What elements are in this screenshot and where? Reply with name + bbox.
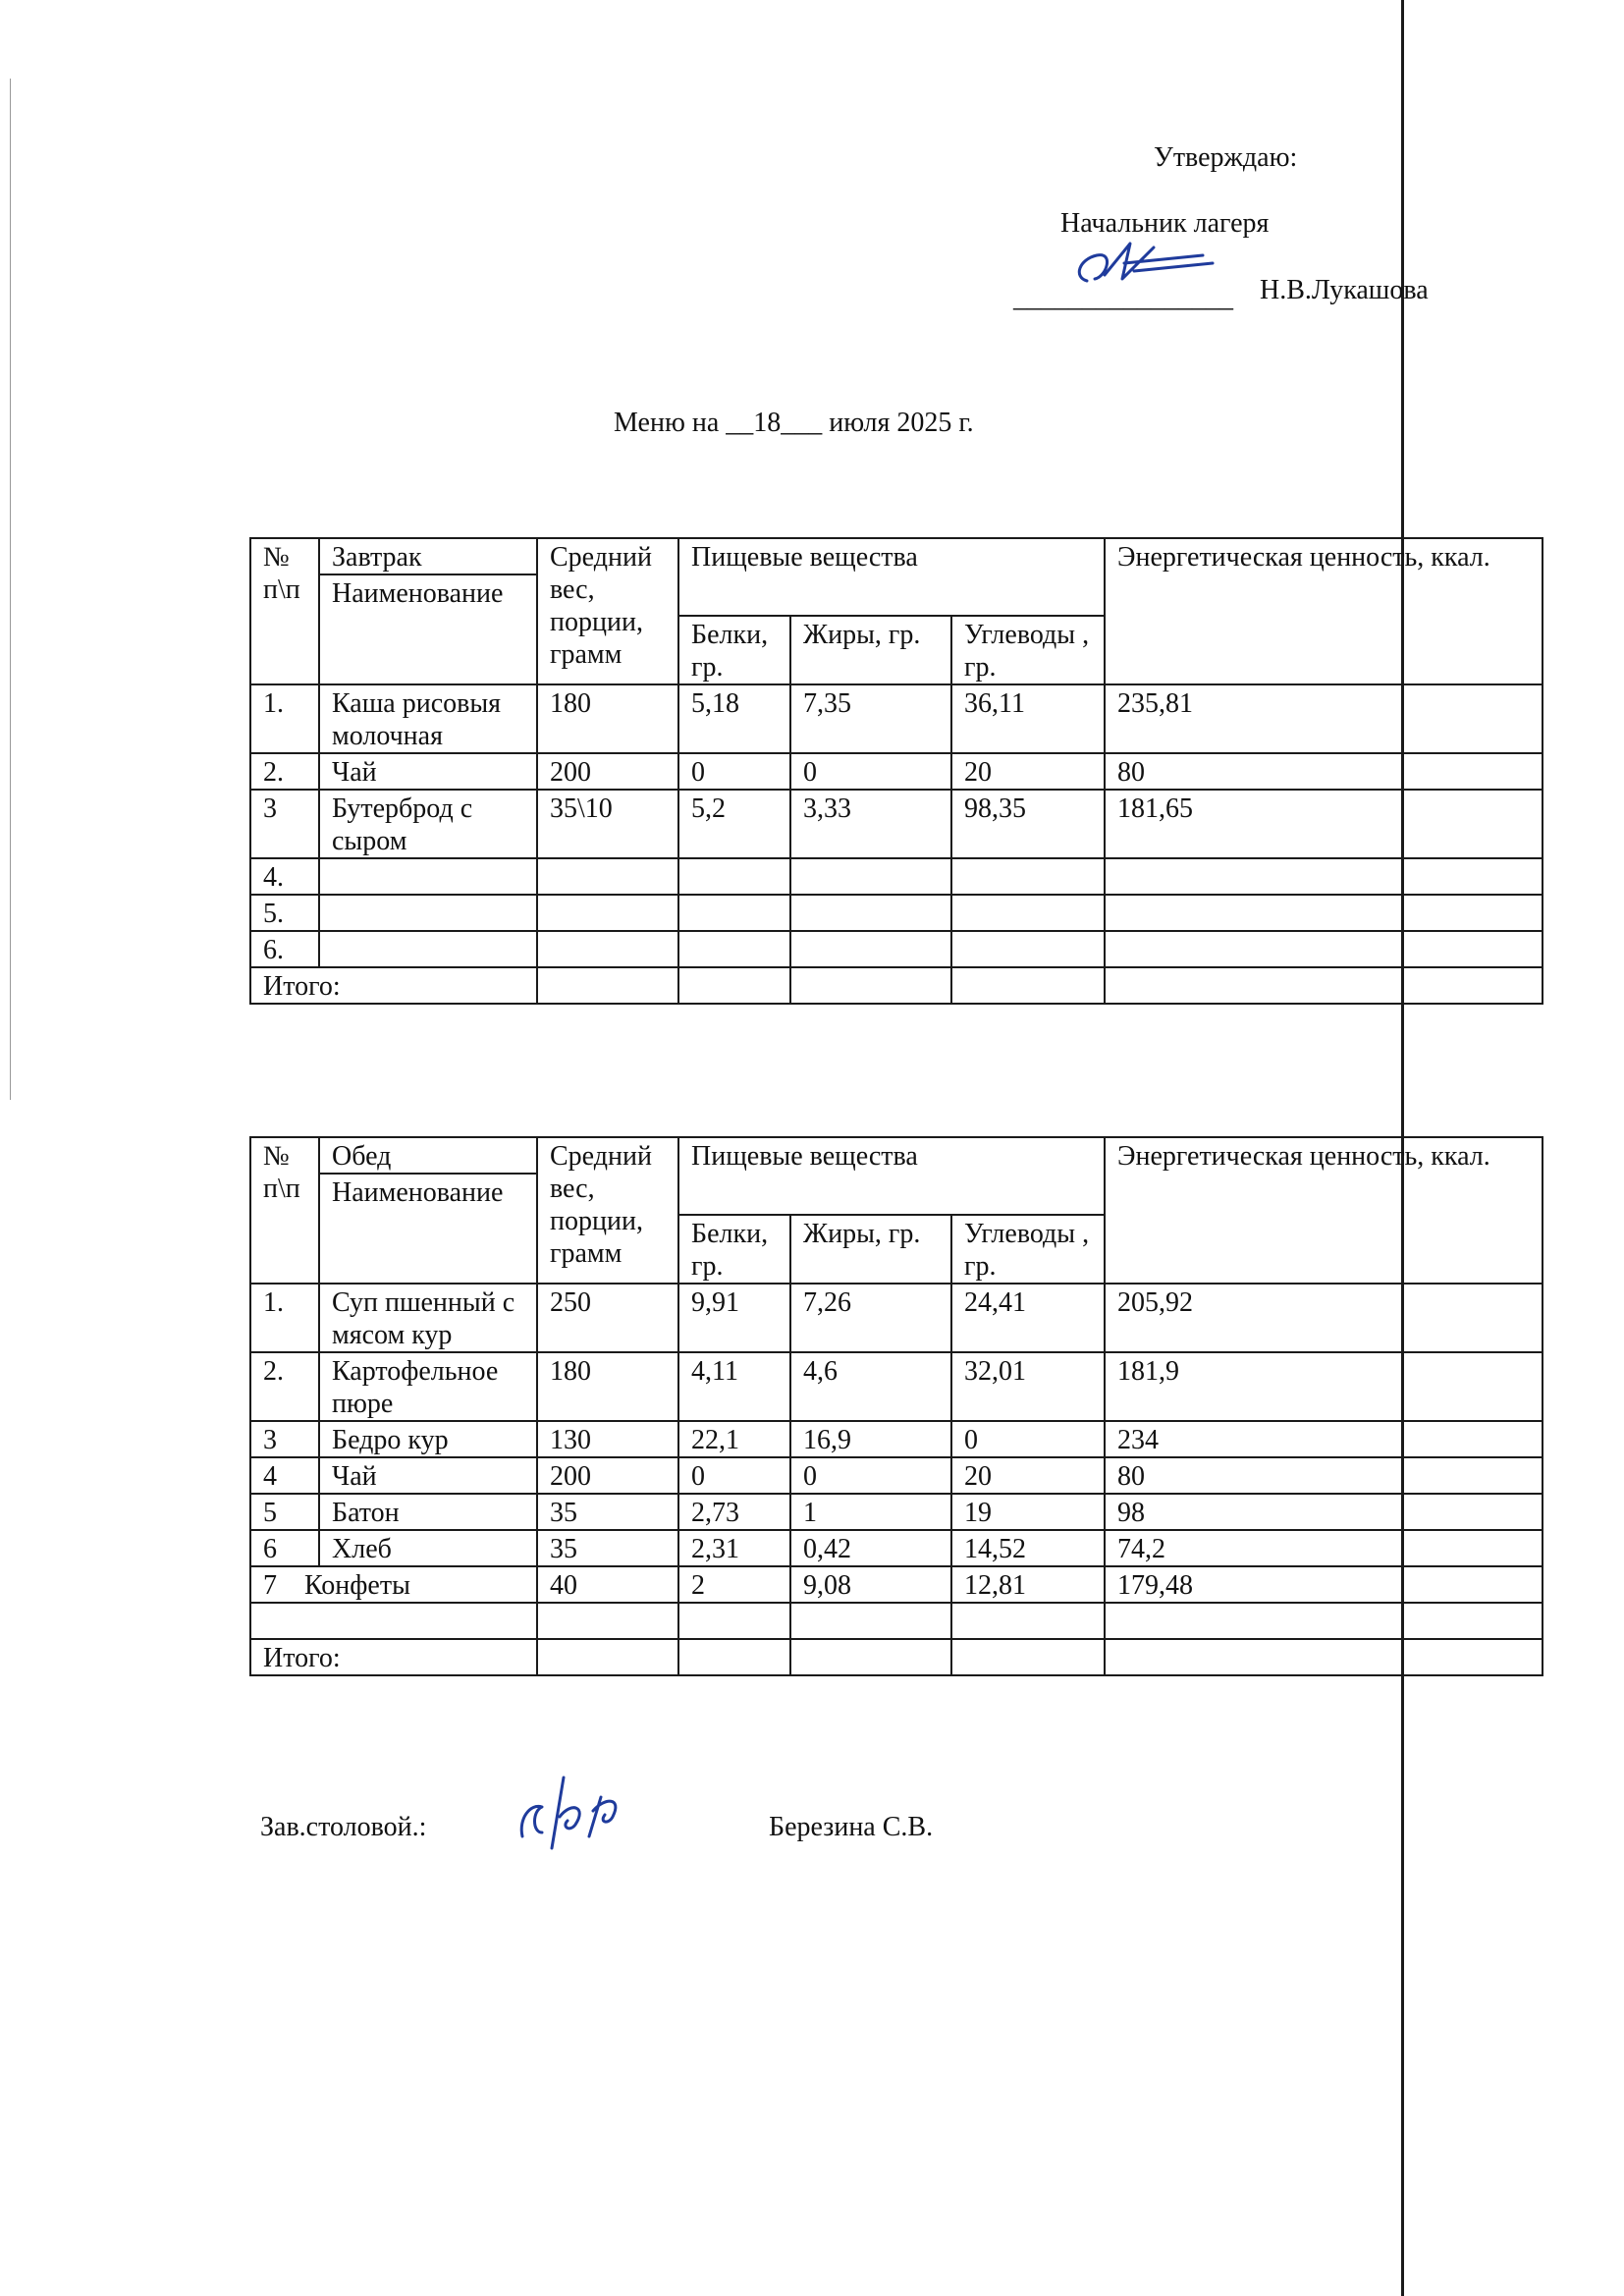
- breakfast-row-num: 2.: [250, 753, 319, 790]
- header-fat: Жиры, гр.: [790, 1215, 951, 1284]
- table-cell: [250, 1603, 537, 1639]
- lunch-row-carbs: 20: [951, 1457, 1105, 1494]
- lunch-row-kcal: 205,92: [1105, 1284, 1543, 1352]
- breakfast-row-protein: 5,18: [678, 684, 790, 753]
- breakfast-row-kcal: 80: [1105, 753, 1543, 790]
- table-row: [250, 1457, 1543, 1494]
- table-cell: [678, 967, 790, 1004]
- breakfast-row-weight: 35\10: [537, 790, 678, 858]
- breakfast-row-weight: 200: [537, 753, 678, 790]
- breakfast-row-num: 3: [250, 790, 319, 858]
- lunch-row-fat: 7,26: [790, 1284, 951, 1352]
- breakfast-row-kcal: [1105, 858, 1543, 895]
- breakfast-row-num: 1.: [250, 684, 319, 753]
- lunch-row-fat: 0: [790, 1457, 951, 1494]
- lunch-row-protein: 4,11: [678, 1352, 790, 1421]
- breakfast-row-kcal: 181,65: [1105, 790, 1543, 858]
- table-cell: [951, 1603, 1105, 1639]
- lunch-row-fat: 16,9: [790, 1421, 951, 1457]
- lunch-row-7-weight: 40: [537, 1566, 678, 1603]
- lunch-row-protein: 2,31: [678, 1530, 790, 1566]
- breakfast-row-name: [319, 931, 537, 967]
- lunch-row-protein: 2,73: [678, 1494, 790, 1530]
- table-row: [250, 1284, 1543, 1352]
- lunch-row-kcal: 74,2: [1105, 1530, 1543, 1566]
- table-cell: [537, 1603, 678, 1639]
- lunch-row-7-fat: 9,08: [790, 1566, 951, 1603]
- lunch-row-carbs: 19: [951, 1494, 1105, 1530]
- header-weight: Средний вес, порции, грамм: [537, 1137, 678, 1284]
- header-meal-breakfast: Завтрак: [319, 538, 537, 574]
- header-protein: Белки, гр.: [678, 616, 790, 684]
- header-num: № п\п: [250, 1137, 319, 1284]
- header-carbs: Углеводы , гр.: [951, 616, 1105, 684]
- lunch-row-name: Хлеб: [319, 1530, 537, 1566]
- table-cell: [678, 1639, 790, 1675]
- approval-signature-line: ________________: [1013, 283, 1233, 313]
- lunch-row-protein: 0: [678, 1457, 790, 1494]
- header-protein: Белки, гр.: [678, 1215, 790, 1284]
- footer-canteen-label: Зав.столовой.:: [260, 1812, 427, 1842]
- lunch-row-name: Картофельное пюре: [319, 1352, 537, 1421]
- approval-position: Начальник лагеря: [1060, 208, 1270, 239]
- header-name: Наименование: [319, 1174, 537, 1284]
- breakfast-row-weight: [537, 858, 678, 895]
- breakfast-row-protein: 5,2: [678, 790, 790, 858]
- lunch-row-kcal: 181,9: [1105, 1352, 1543, 1421]
- lunch-row-kcal: 234: [1105, 1421, 1543, 1457]
- lunch-row-carbs: 0: [951, 1421, 1105, 1457]
- breakfast-row-protein: [678, 931, 790, 967]
- breakfast-row-weight: [537, 895, 678, 931]
- breakfast-row-carbs: [951, 895, 1105, 931]
- lunch-row-weight: 130: [537, 1421, 678, 1457]
- header-meal-lunch: Обед: [319, 1137, 537, 1174]
- breakfast-row-fat: [790, 931, 951, 967]
- breakfast-row-carbs: 20: [951, 753, 1105, 790]
- table-row: [250, 1421, 1543, 1457]
- breakfast-row-kcal: [1105, 931, 1543, 967]
- table-row: [250, 1352, 1543, 1421]
- breakfast-row-kcal: 235,81: [1105, 684, 1543, 753]
- breakfast-row-fat: 0: [790, 753, 951, 790]
- breakfast-row-protein: [678, 895, 790, 931]
- breakfast-row-name: [319, 895, 537, 931]
- lunch-row-num: 4: [250, 1457, 319, 1494]
- lunch-row-weight: 250: [537, 1284, 678, 1352]
- header-nutrients: Пищевые вещества: [678, 538, 1105, 616]
- lunch-row-weight: 180: [537, 1352, 678, 1421]
- lunch-row-protein: 9,91: [678, 1284, 790, 1352]
- breakfast-row-carbs: [951, 931, 1105, 967]
- lunch-row-name: Бедро кур: [319, 1421, 537, 1457]
- table-cell: [537, 1639, 678, 1675]
- header-weight: Средний вес, порции, грамм: [537, 538, 678, 684]
- lunch-row-num: 6: [250, 1530, 319, 1566]
- breakfast-row-protein: 0: [678, 753, 790, 790]
- lunch-row-7-label: 7 Конфеты: [250, 1566, 537, 1603]
- breakfast-row-carbs: [951, 858, 1105, 895]
- breakfast-total-label: Итого:: [250, 967, 537, 1004]
- breakfast-row-protein: [678, 858, 790, 895]
- breakfast-row-num: 5.: [250, 895, 319, 931]
- lunch-row-carbs: 14,52: [951, 1530, 1105, 1566]
- header-nutrients: Пищевые вещества: [678, 1137, 1105, 1215]
- table-row: [250, 790, 1543, 858]
- lunch-row-fat: 4,6: [790, 1352, 951, 1421]
- header-fat: Жиры, гр.: [790, 616, 951, 684]
- header-energy: Энергетическая ценность, ккал.: [1105, 538, 1543, 684]
- lunch-total-label: Итого:: [250, 1639, 537, 1675]
- header-carbs: Углеводы , гр.: [951, 1215, 1105, 1284]
- table-row: [250, 753, 1543, 790]
- breakfast-row-weight: 180: [537, 684, 678, 753]
- breakfast-row-num: 4.: [250, 858, 319, 895]
- table-row: [250, 684, 1543, 753]
- table-cell: [951, 967, 1105, 1004]
- table-row: [250, 1494, 1543, 1530]
- approval-title: Утверждаю:: [1154, 142, 1298, 173]
- lunch-row-name: Суп пшенный с мясом кур: [319, 1284, 537, 1352]
- lunch-row-fat: 1: [790, 1494, 951, 1530]
- approval-name: Н.В.Лукашова: [1260, 275, 1429, 305]
- breakfast-row-carbs: 98,35: [951, 790, 1105, 858]
- lunch-row-weight: 200: [537, 1457, 678, 1494]
- footer-canteen-name: Березина С.В.: [769, 1812, 934, 1842]
- table-cell: [678, 1603, 790, 1639]
- table-cell: [537, 967, 678, 1004]
- breakfast-row-fat: [790, 858, 951, 895]
- lunch-row-num: 1.: [250, 1284, 319, 1352]
- canteen-signature: [503, 1768, 660, 1856]
- breakfast-row-kcal: [1105, 895, 1543, 931]
- breakfast-row-fat: 7,35: [790, 684, 951, 753]
- table-cell: [951, 1639, 1105, 1675]
- lunch-row-kcal: 80: [1105, 1457, 1543, 1494]
- breakfast-table: [249, 537, 1543, 1005]
- breakfast-row-num: 6.: [250, 931, 319, 967]
- table-row: [250, 895, 1543, 931]
- breakfast-row-name: Каша рисовыя молочная: [319, 684, 537, 753]
- menu-title: Меню на __18___ июля 2025 г.: [614, 408, 974, 438]
- lunch-row-7-carbs: 12,81: [951, 1566, 1105, 1603]
- table-cell: [790, 1639, 951, 1675]
- approval-signature: [1065, 234, 1222, 302]
- breakfast-row-name: [319, 858, 537, 895]
- lunch-row-name: Батон: [319, 1494, 537, 1530]
- header-num: № п\п: [250, 538, 319, 684]
- breakfast-row-name: Чай: [319, 753, 537, 790]
- breakfast-row-fat: 3,33: [790, 790, 951, 858]
- lunch-table: [249, 1136, 1543, 1676]
- lunch-row-carbs: 32,01: [951, 1352, 1105, 1421]
- header-name: Наименование: [319, 574, 537, 684]
- lunch-row-protein: 22,1: [678, 1421, 790, 1457]
- breakfast-row-name: Бутерброд с сыром: [319, 790, 537, 858]
- lunch-row-kcal: 98: [1105, 1494, 1543, 1530]
- lunch-row-weight: 35: [537, 1530, 678, 1566]
- table-row: [250, 1530, 1543, 1566]
- lunch-row-num: 3: [250, 1421, 319, 1457]
- table-cell: [1105, 1603, 1543, 1639]
- table-cell: [1105, 1639, 1543, 1675]
- table-cell: [1105, 967, 1543, 1004]
- table-cell: [790, 967, 951, 1004]
- lunch-row-name: Чай: [319, 1457, 537, 1494]
- table-row: [250, 931, 1543, 967]
- lunch-row-num: 5: [250, 1494, 319, 1530]
- lunch-row-carbs: 24,41: [951, 1284, 1105, 1352]
- lunch-row-7-protein: 2: [678, 1566, 790, 1603]
- breakfast-row-weight: [537, 931, 678, 967]
- table-row: [250, 858, 1543, 895]
- breakfast-row-carbs: 36,11: [951, 684, 1105, 753]
- lunch-row-7-kcal: 179,48: [1105, 1566, 1543, 1603]
- lunch-row-fat: 0,42: [790, 1530, 951, 1566]
- lunch-row-num: 2.: [250, 1352, 319, 1421]
- breakfast-row-fat: [790, 895, 951, 931]
- lunch-row-weight: 35: [537, 1494, 678, 1530]
- header-energy: Энергетическая ценность, ккал.: [1105, 1137, 1543, 1284]
- scan-edge-mark: [10, 79, 11, 1100]
- table-cell: [790, 1603, 951, 1639]
